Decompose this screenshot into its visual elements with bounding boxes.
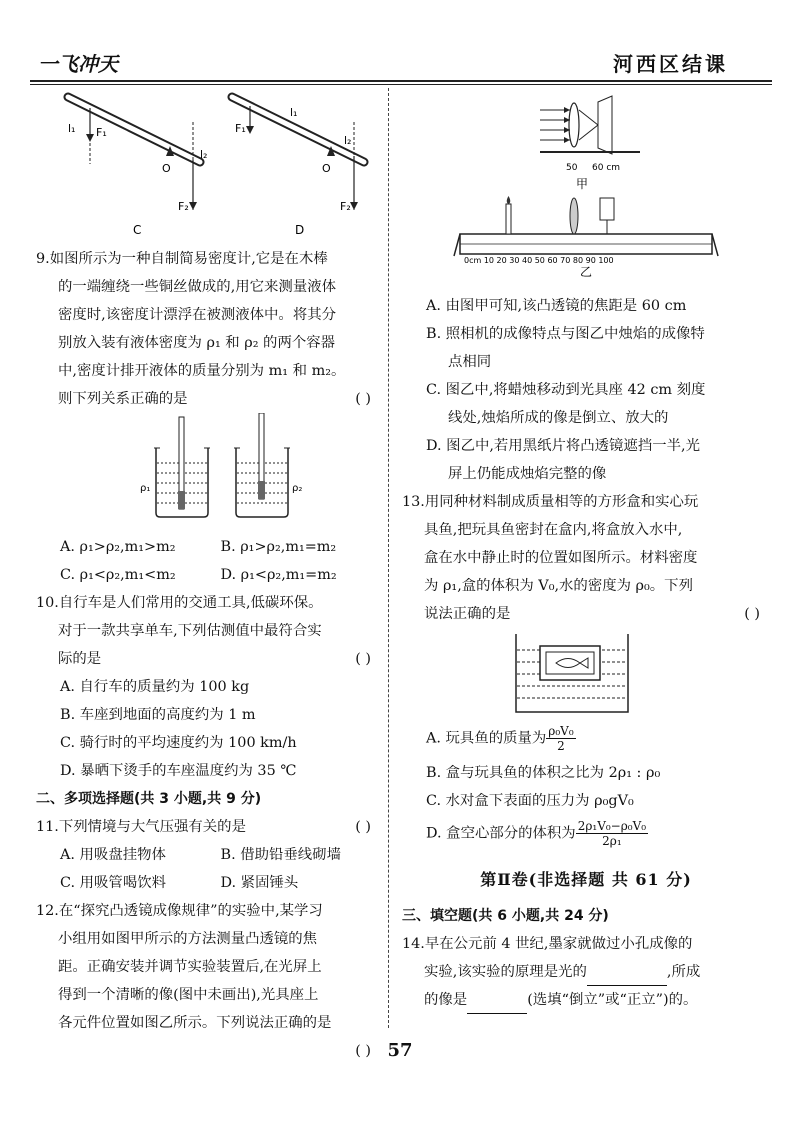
svg-text:F₂: F₂ [340, 200, 351, 213]
q10-option-a: A. 自行车的质量约为 100 kg [60, 679, 250, 695]
q11-option-a: A. 用吸盘挂物体 [60, 847, 166, 863]
q13-option-d [402, 819, 770, 848]
figure-c-label: C [133, 223, 142, 237]
q13-option-a [402, 724, 770, 753]
question-13 [402, 488, 770, 848]
q14-line-2-end: ,所成 [666, 964, 701, 980]
svg-text:l₁: l₁ [290, 106, 298, 119]
lever-figures-cd [40, 92, 385, 242]
hydrometer-figure [36, 413, 376, 523]
section-2-heading: 二、多项选择题(共 3 小题,共 9 分) [36, 791, 262, 807]
container-rho1 [140, 417, 210, 517]
question-14 [402, 930, 770, 1014]
q14-line-3-end: (选填“倒立”或“正立”)的。 [527, 992, 698, 1008]
q9-line-3: 密度时,该密度计漂浮在被测液体中。将其分 [58, 307, 336, 323]
q12-line-4: 得到一个清晰的像(图中未画出),光具座上 [58, 987, 319, 1003]
q12-option-b-line-2: 点相同 [448, 354, 492, 370]
header-left-title: 一飞冲天 [38, 52, 118, 76]
part-2-title: 第Ⅱ卷(非选择题 共 61 分) [480, 870, 692, 889]
section-3-heading: 三、填空题(共 6 小题,共 24 分) [402, 908, 609, 924]
figure-yi-optical-bench [454, 196, 718, 279]
q11-option-d: D. 紧固锤头 [220, 875, 299, 891]
q11-answer-paren: ( ) [355, 819, 371, 835]
q13-option-d-text: D. 盒空心部分的体积为 [426, 825, 576, 842]
question-10 [36, 589, 381, 785]
svg-text:50: 50 [566, 163, 578, 173]
svg-text:ρ₁: ρ₁ [140, 483, 151, 494]
left-column [36, 245, 381, 1065]
q11-option-b: B. 借助铅垂线砌墙 [220, 847, 341, 863]
q13-line-4: 为 ρ₁,盒的体积为 V₀,水的密度为 ρ₀。下列 [424, 578, 693, 594]
q9-option-c: C. ρ₁<ρ₂,m₁<m₂ [60, 567, 176, 583]
svg-text:60 cm: 60 cm [592, 163, 621, 173]
q14-blank-2[interactable] [467, 995, 527, 1014]
q12-option-a: A. 由图甲可知,该凸透镜的焦距是 60 cm [426, 298, 687, 314]
q13-option-c: C. 水对盒下表面的压力为 ρ₀gV₀ [426, 793, 634, 809]
q9-line-6: 则下列关系正确的是 [58, 391, 188, 407]
question-9 [36, 245, 381, 589]
figure-jia-label: 甲 [576, 177, 589, 191]
q12-option-d-line-2: 屏上仍能成烛焰完整的像 [448, 466, 607, 482]
q14-line-3-text: 的像是 [424, 992, 468, 1008]
q12-line-3: 距。正确安装并调节实验装置后,在光屏上 [58, 959, 322, 975]
q14-line-2-text: 实验,该实验的原理是光的 [424, 964, 587, 980]
q11-text: 11.下列情境与大气压强有关的是 [36, 819, 246, 835]
q10-option-b: B. 车座到地面的高度约为 1 m [60, 707, 256, 723]
figure-yi-label: 乙 [580, 265, 593, 279]
svg-text:F₁: F₁ [96, 126, 107, 139]
q13-option-d-denominator: 2ρ₁ [602, 834, 622, 848]
q13-line-2: 具鱼,把玩具鱼密封在盒内,将盒放入水中, [424, 522, 683, 538]
q13-option-a-text: A. 玩具鱼的质量为 [426, 730, 547, 747]
q13-line-5: 说法正确的是 [424, 606, 511, 622]
q13-option-d-numerator: 2ρ₁V₀−ρ₀V₀ [577, 819, 647, 833]
svg-text:l₂: l₂ [344, 134, 352, 147]
q12-answer-paren: ( ) [355, 1043, 371, 1059]
question-12-options [402, 292, 770, 488]
figure-jia-focal-length [540, 96, 640, 191]
header-rule-thin [30, 84, 772, 85]
q13-line-3: 盒在水中静止时的位置如图所示。材料密度 [424, 550, 698, 566]
q13-option-d-fraction [576, 819, 648, 848]
q12-line-2: 小组用如图甲所示的方法测量凸透镜的焦 [58, 931, 318, 947]
q13-answer-paren: ( ) [744, 606, 760, 622]
floating-box-figure [402, 628, 762, 714]
q9-line-1: 9.如图所示为一种自制简易密度计,它是在木棒 [36, 251, 328, 267]
svg-text:O: O [322, 162, 331, 175]
svg-text:F₁: F₁ [235, 122, 246, 135]
optics-figures [440, 92, 740, 282]
q11-option-c: C. 用吸管喝饮料 [60, 875, 166, 891]
q14-blank-1[interactable] [587, 967, 667, 986]
q10-line-2: 对于一款共享单车,下列估测值中最符合实 [58, 623, 322, 639]
q9-line-5: 中,密度计排开液体的质量分别为 m₁ 和 m₂。 [58, 363, 346, 379]
q13-option-a-denominator: 2 [557, 739, 565, 753]
right-column [402, 292, 770, 1014]
svg-text:O: O [162, 162, 171, 175]
q12-option-d-line-1: D. 图乙中,若用黑纸片将凸透镜遮挡一半,光 [426, 438, 700, 454]
q9-option-a: A. ρ₁>ρ₂,m₁>m₂ [60, 539, 176, 555]
q12-option-c-line-1: C. 图乙中,将蜡烛移动到光具座 42 cm 刻度 [426, 382, 706, 398]
header-rule [30, 80, 772, 82]
figure-d-lever [232, 97, 364, 213]
column-divider [388, 88, 389, 1028]
q9-line-4: 别放入装有液体密度为 ρ₁ 和 ρ₂ 的两个容器 [58, 335, 336, 351]
q13-option-a-fraction [546, 724, 575, 753]
page-number: 57 [387, 1040, 413, 1061]
q10-answer-paren: ( ) [355, 651, 371, 667]
q9-line-2: 的一端缠绕一些铜丝做成的,用它来测量液体 [58, 279, 336, 295]
svg-text:0cm 10 20 30 40 50: 0cm 10 20 30 40 50 60 70 80 90 100 [464, 256, 614, 265]
q12-option-c-line-2: 线处,烛焰所成的像是倒立、放大的 [448, 410, 669, 426]
svg-text:l₂: l₂ [200, 148, 208, 161]
q9-answer-paren: ( ) [355, 391, 371, 407]
q13-option-b: B. 盒与玩具鱼的体积之比为 2ρ₁ : ρ₀ [426, 765, 661, 781]
question-11 [36, 813, 381, 897]
figure-c-lever [68, 97, 207, 213]
q14-line-1: 14.早在公元前 4 世纪,墨家就做过小孔成像的 [402, 936, 693, 952]
q10-option-d: D. 暴晒下烫手的车座温度约为 35 ℃ [60, 763, 297, 779]
q10-line-1: 10.自行车是人们常用的交通工具,低碳环保。 [36, 595, 323, 611]
header-right-title: 河西区结课 [613, 52, 728, 76]
container-rho2 [234, 413, 302, 517]
q10-line-3: 际的是 [58, 651, 102, 667]
q9-option-d: D. ρ₁<ρ₂,m₁=m₂ [220, 567, 337, 583]
svg-text:l₁: l₁ [68, 122, 76, 135]
q12-line-1: 12.在“探究凸透镜成像规律”的实验中,某学习 [36, 903, 323, 919]
figure-d-label: D [295, 223, 305, 237]
q9-option-b: B. ρ₁>ρ₂,m₁=m₂ [220, 539, 337, 555]
svg-text:F₂: F₂ [178, 200, 189, 213]
q10-option-c: C. 骑行时的平均速度约为 100 km/h [60, 735, 297, 751]
svg-text:ρ₂: ρ₂ [292, 483, 303, 494]
q12-line-5: 各元件位置如图乙所示。下列说法正确的是 [58, 1015, 332, 1031]
q13-option-a-numerator: ρ₀V₀ [548, 724, 574, 738]
q13-line-1: 13.用同种材料制成质量相等的方形盒和实心玩 [402, 494, 699, 510]
q12-option-b-line-1: B. 照相机的成像特点与图乙中烛焰的成像特 [426, 326, 705, 342]
